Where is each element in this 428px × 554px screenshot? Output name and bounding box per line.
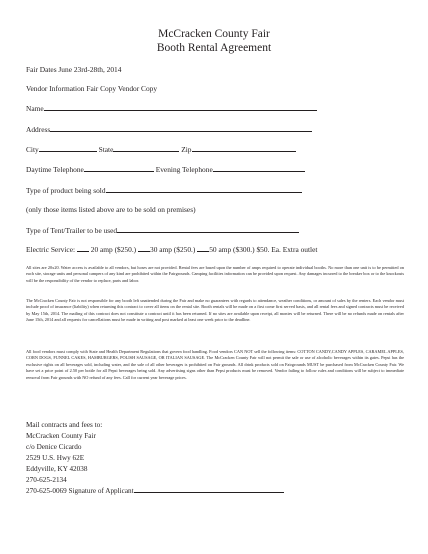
mailing-intro: Mail contracts and fees to: [26,421,103,429]
daytime-phone-label: Daytime Telephone [26,165,84,174]
electric-30amp-label: 30 amp ($250.) [150,245,196,254]
product-label: Type of product being sold [26,186,106,195]
signature-row [26,485,284,497]
signature-label: Signature of Applicant [68,487,134,496]
address-row [26,124,312,135]
mailing-attn: c/o Denice Cicardo [26,442,82,451]
state-label: State [98,145,114,154]
address-field[interactable] [50,124,312,132]
electric-label: Electric Service: [26,245,76,254]
tent-row [26,225,299,236]
mailing-phone2: 270-625-0069 [26,487,67,496]
evening-phone-label: Evening Telephone [155,165,213,174]
product-field[interactable] [106,185,302,193]
terms-food-paragraph: All food vendors must comply with State and Health Department Regulations that govern food handling. Food vendors CAN NOT sell the following items: COTTON CANDY,CANDY APPLES, CARAMEL APPLES, CORN DOGS, FUNNEL CAKES, HAMBURGERS, POLISH SAUSAGE, OR ITALIAN SAUSAGE. The McCracken County Fair will not permit the sale or use of alcoholic beverages within its gates. Pepsi has the exclusive rights on all beverages sold, including water, and the sale of all other beverages is prohibited on Fair grounds. All drink products sold on Fairgrounds MUST be purchased from McCracken County Fair. We have set a price point of 2.50 per bottle for all Pepsi beverages being sold. Any advertising signs other than Pepsi products must be removed. Vendor failing to follow rules and conditions will be subject to immediate removal from Fair grounds with NO refund of any fees. Call for current year beverage prices. [26,349,404,380]
zip-field[interactable] [192,144,296,152]
terms-liability-paragraph: The McCracken County Fair is not responsible for any booth left unattended during the Fair and make no guarantees with regards to attendance, weather conditions, or amount of sales by the renters. Each vendor must include proof of insurance (liability) when returning this contract to cover all items on the rental site. Booth rentals will be made on a first come first served basis, and all rental fees and signed contracts must be received by May 15th, 2014. The mailing of this contract does not constitute a contract until it has been returned. If no sites are available upon receipt, all monies will be returned. There will be no refunds made on rentals after June 15th, 2014 and all requests for cancellations must be made in writing and post marked at least one week prior to the deadline. [26,298,404,323]
document-subtitle: Booth Rental Agreement [156,42,272,54]
electric-20amp-field[interactable] [77,244,89,252]
mailing-address [26,420,284,497]
electric-30amp-field[interactable] [138,244,150,252]
terms-site-paragraph: All sites are 20x20. Water access is available to all vendors, but hoses are not provided. Rental fees are based upon the number of amps required to operate individual booths. No more than one unit is to be permitted on each site, storage units and personal campers of any kind are prohibited within the Fairgrounds. Camping facilities information can be provided upon request. Any damages incurred to the breaker box or to the knockouts will be the responsibility of the vendor to replace, parts and labor. [26,265,404,283]
name-field[interactable] [44,103,317,111]
name-label: Name [26,104,44,113]
evening-phone-field[interactable] [213,164,305,172]
mailing-phone1: 270-625-2134 [26,475,67,484]
mailing-city: Eddyville, KY 42038 [26,464,88,473]
telephone-row [26,164,305,175]
electric-20amp-label: 20 amp ($250.) [90,245,137,254]
signature-field[interactable] [134,485,284,493]
premises-note: (only those items listed above are to be sold on premises) [26,205,196,214]
mailing-org: McCracken County Fair [26,431,96,440]
daytime-phone-field[interactable] [84,164,154,172]
document-title: McCracken County Fair [158,28,270,40]
electric-50amp-label: 50 amp ($300.) $50. Ea. Extra outlet [209,245,318,254]
city-state-zip-row [26,144,296,155]
electric-service-row [26,244,317,255]
tent-label: Type of Tent/Trailer to be used [26,226,118,235]
tent-field[interactable] [117,225,299,233]
product-row [26,185,302,196]
mailing-street: 2529 U.S. Hwy 62E [26,453,85,462]
electric-50amp-field[interactable] [197,244,209,252]
zip-label: Zip [181,145,192,154]
address-label: Address [26,125,51,134]
fair-dates: Fair Dates June 23rd-28th, 2014 [26,65,122,74]
name-row [26,103,317,114]
copy-note: Vendor Information Fair Copy Vendor Copy [26,84,158,93]
city-field[interactable] [39,144,97,152]
state-field[interactable] [113,144,179,152]
city-label: City [26,145,39,154]
